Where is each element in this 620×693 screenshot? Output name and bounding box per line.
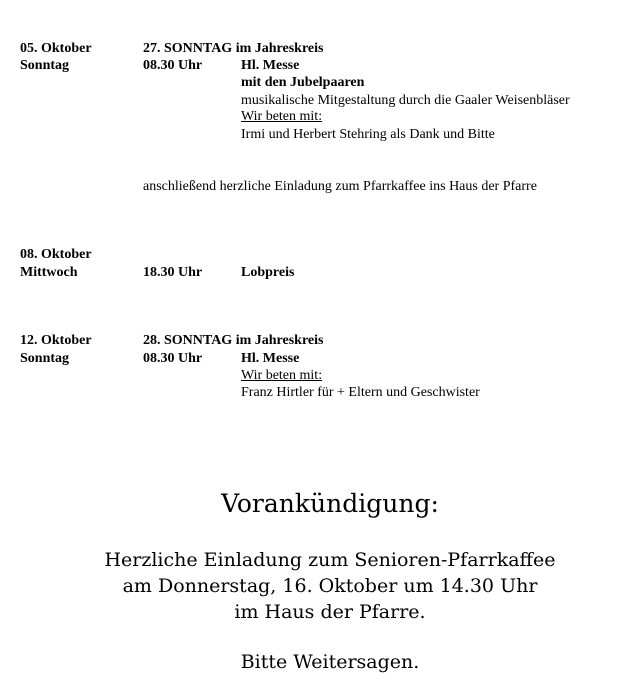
- event-title: Hl. Messe: [241, 351, 300, 366]
- pray-label: Wir beten mit:: [241, 109, 323, 124]
- event-time: 18.30 Uhr: [143, 265, 203, 280]
- event-occasion: 27. SONNTAG im Jahreskreis: [143, 41, 324, 56]
- event-date: 12. Oktober: [20, 333, 92, 348]
- announcement-heading: Vorankündigung:: [221, 489, 439, 518]
- event-occasion: 28. SONNTAG im Jahreskreis: [143, 333, 324, 348]
- event-title: Hl. Messe: [241, 58, 300, 73]
- event-date: 05. Oktober: [20, 41, 92, 56]
- mass-intention: Irmi und Herbert Stehring als Dank und Bitte: [241, 127, 495, 142]
- event-date: 08. Oktober: [20, 247, 92, 262]
- event-weekday: Mittwoch: [20, 265, 78, 280]
- announcement-closing: Bitte Weitersagen.: [240, 651, 420, 673]
- announcement-line: am Donnerstag, 16. Oktober um 14.30 Uhr: [122, 575, 538, 597]
- event-subtitle: mit den Jubelpaaren: [241, 75, 365, 90]
- event-music: musikalische Mitgestaltung durch die Gaaler Weisenbläser: [241, 93, 570, 108]
- pray-label: Wir beten mit:: [241, 368, 323, 383]
- event-weekday: Sonntag: [20, 58, 70, 73]
- announcement-line: im Haus der Pfarre.: [234, 601, 426, 623]
- event-time: 08.30 Uhr: [143, 58, 203, 73]
- event-time: 08.30 Uhr: [143, 351, 203, 366]
- event-after-note: anschließend herzliche Einladung zum Pfarrkaffee ins Haus der Pfarre: [143, 179, 537, 194]
- event-title: Lobpreis: [241, 265, 295, 280]
- mass-intention: Franz Hirtler für + Eltern und Geschwister: [241, 385, 480, 400]
- event-weekday: Sonntag: [20, 351, 70, 366]
- announcement-line: Herzliche Einladung zum Senioren-Pfarrkaffee: [104, 549, 556, 571]
